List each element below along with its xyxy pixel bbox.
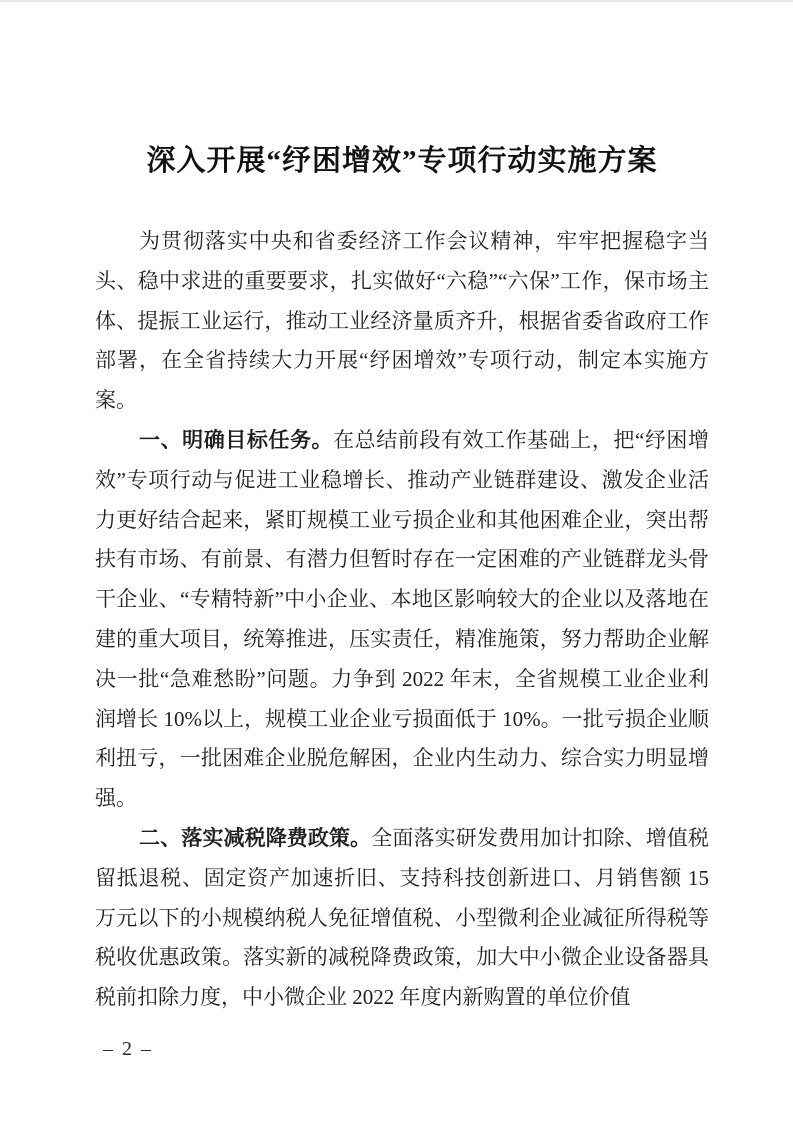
document-body xyxy=(95,222,709,1018)
paragraph-intro xyxy=(95,222,709,421)
paragraph-section-1 xyxy=(95,421,709,819)
paragraph-text: 在总结前段有效工作基础上，把“纾困增效”专项行动与促进工业稳增长、推动产业链群建设、激发企业活力更好结合起来，紧盯规模工业亏损企业和其他困难企业，突出帮扶有市场、有前景、有潜力但暂时存在一定困难的产业链群龙头骨干企业、“专精特新”中小企业、本地区影响较大的企业以及落地在建的重大项目，统筹推进，压实责任，精准施策，努力帮助企业解决一批“急难愁盼”问题。力争到 2022 年末，全省规模工业企业利润增长 10%以上，规模工业企业亏损面低于 10%。一批亏损企业顺利扭亏，一批困难企业脱危解困，企业内生动力、综合实力明显增强。 xyxy=(95,427,709,811)
document-title: 深入开展“纾困增效”专项行动实施方案 xyxy=(146,145,658,177)
paragraph-text: 全面落实研发费用加计扣除、增值税留抵退税、固定资产加速折旧、支持科技创新进口、月销售额 15 万元以下的小规模纳税人免征增值税、小型微利企业减征所得税等税收优惠政策。落实新的减税降费政策，加大中小微企业设备器具税前扣除力度，中小微企业 2022 年度内新购置的单位价值 xyxy=(95,825,710,1010)
paragraph-section-2 xyxy=(95,819,709,1018)
page-number: – 2 – xyxy=(103,1038,153,1060)
scan-edge-line xyxy=(0,0,793,2)
section-1-heading: 一、明确目标任务。 xyxy=(139,428,334,452)
paragraph-text: 为贯彻落实中央和省委经济工作会议精神，牢牢把握稳字当头、稳中求进的重要要求，扎实做好“六稳”“六保”工作，保市场主体、提振工业运行，推动工业经济量质齐升，根据省委省政府工作部署，在全省持续大力开展“纾困增效”专项行动，制定本实施方案。 xyxy=(95,229,709,413)
section-2-heading: 二、落实减税降费政策。 xyxy=(139,826,372,850)
